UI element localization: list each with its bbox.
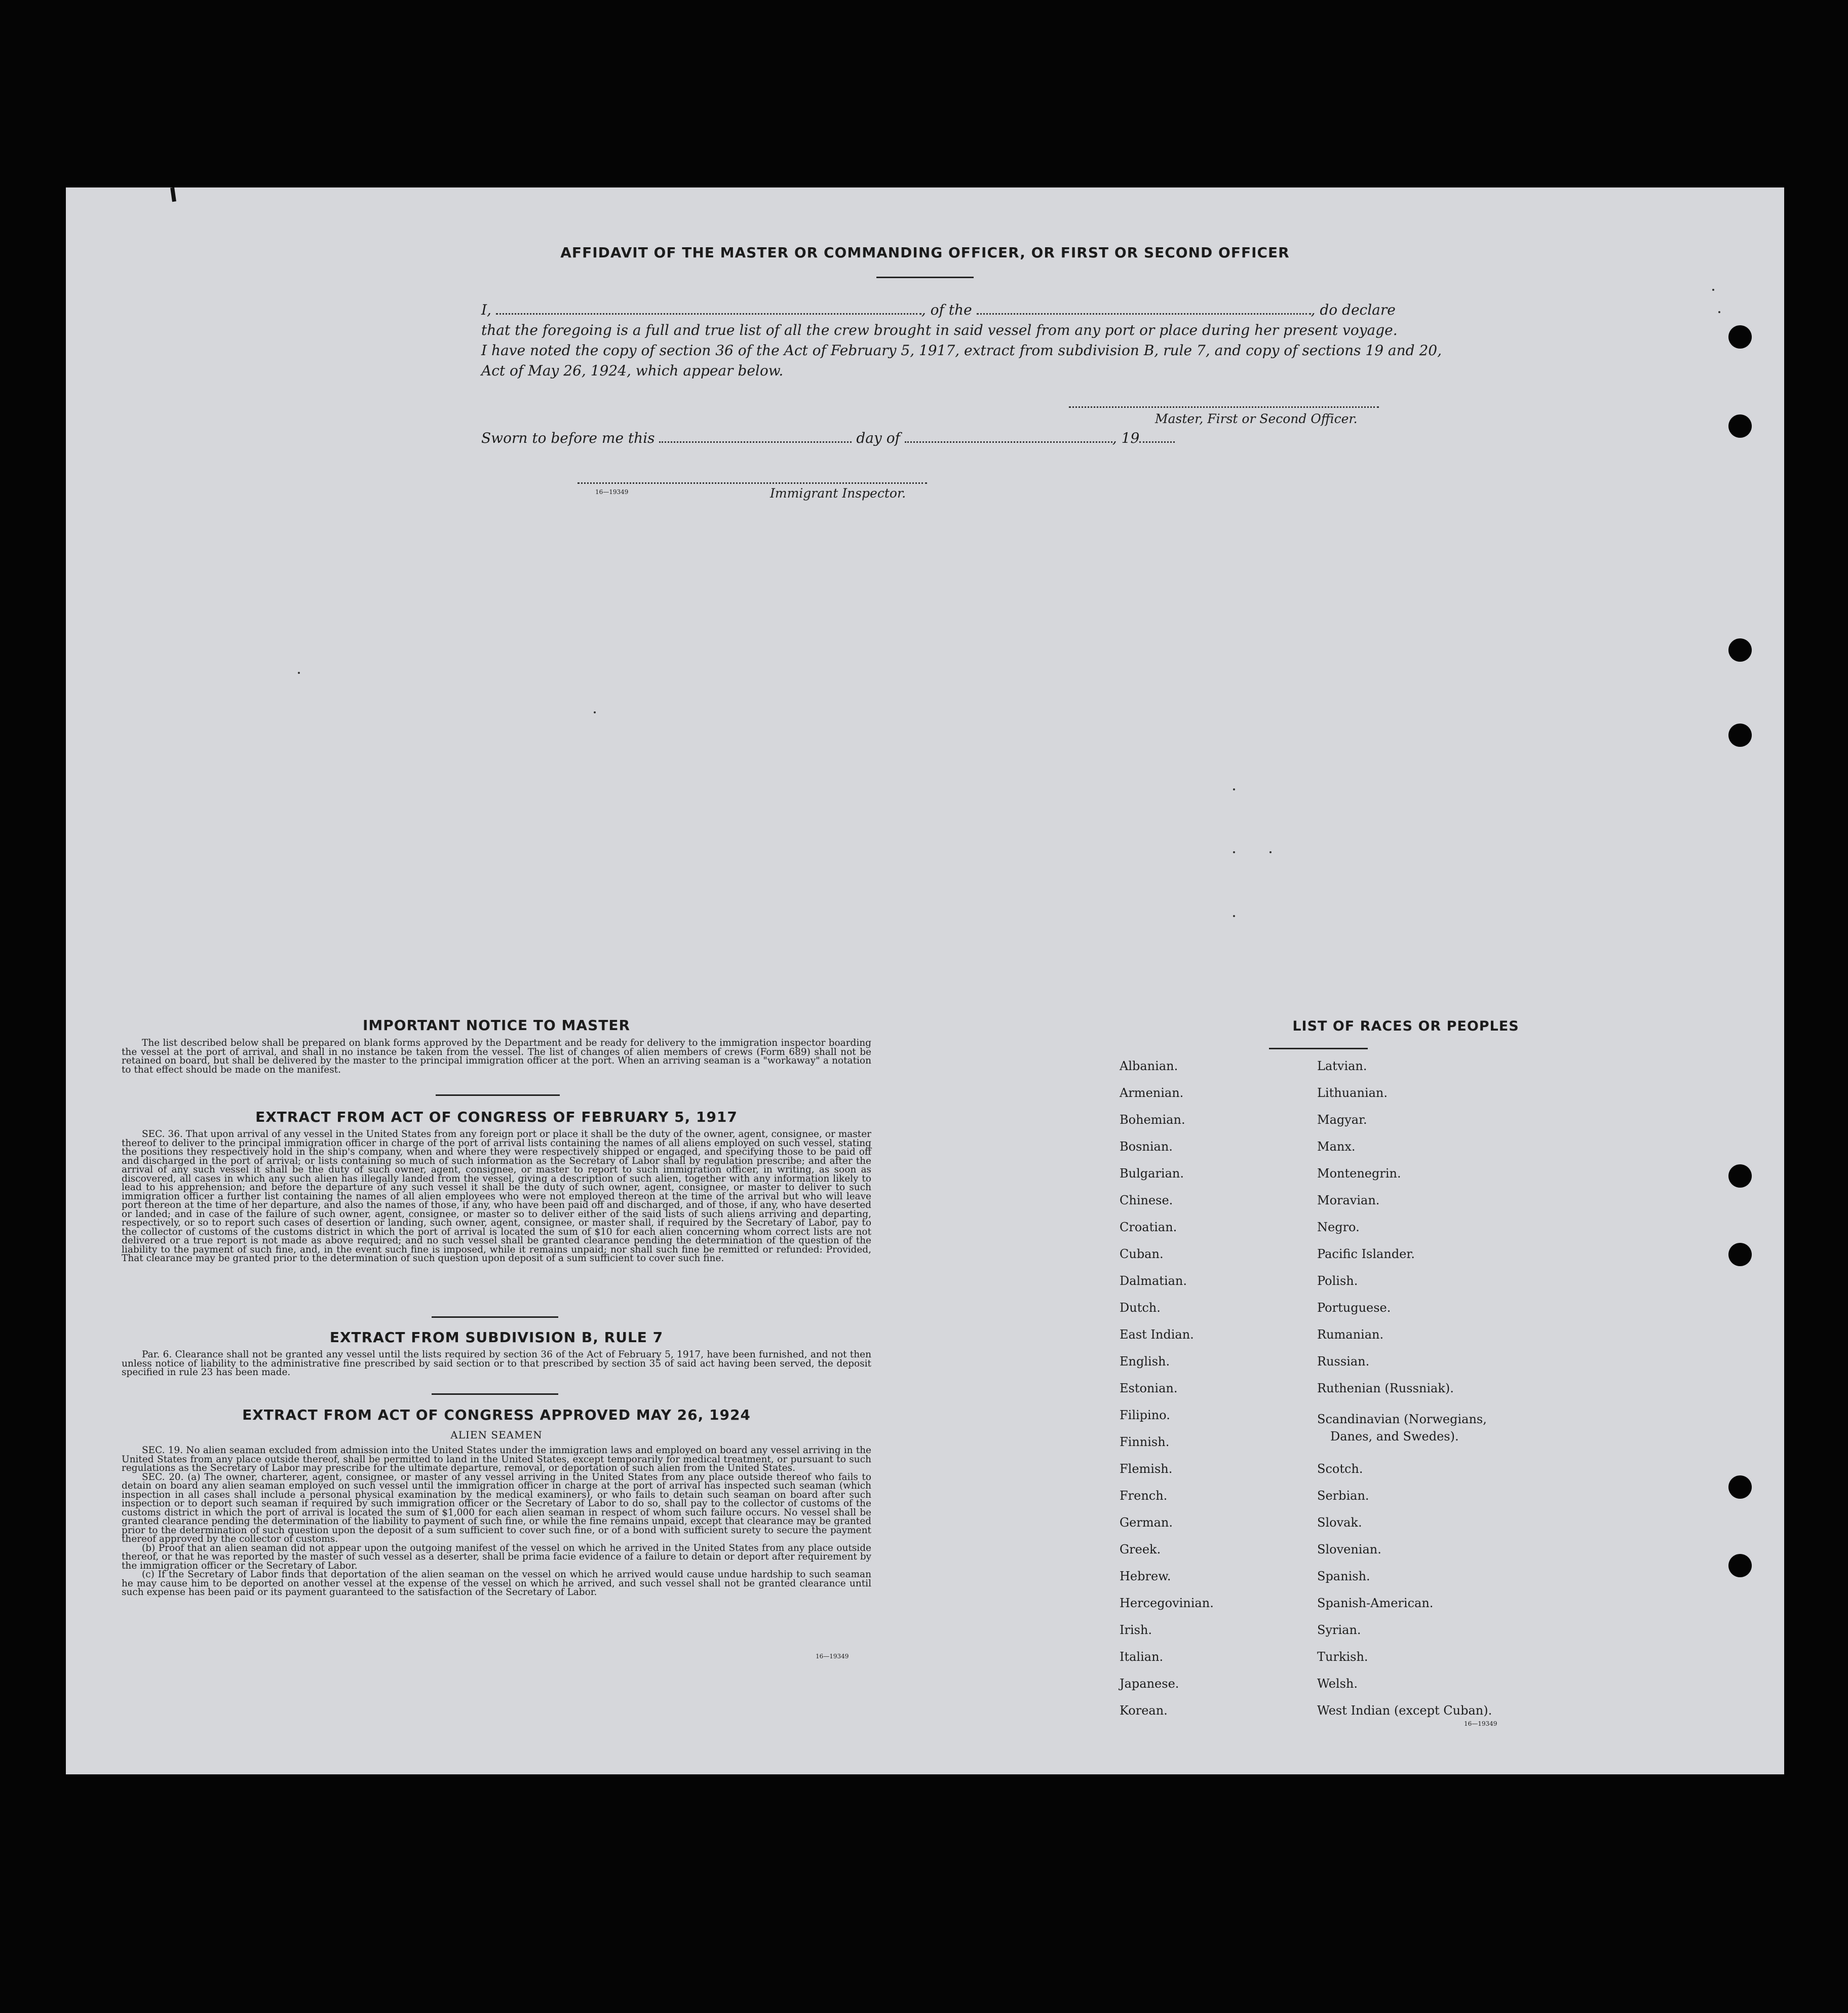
race-item-left: Albanian.	[1120, 1059, 1178, 1073]
punch-hole	[1728, 1475, 1752, 1499]
race-item-right: Polish.	[1317, 1274, 1358, 1288]
divider-1	[436, 1094, 560, 1096]
race-item-left: Japanese.	[1120, 1677, 1179, 1691]
sec-19-paragraph: SEC. 19. No alien seaman excluded from admission into the United States under the immigration laws and employed on board any vessel arriving in the United States from any place outside thereof, shall be permitted to land in the United States, except temporarily for medical treatment, or pursuant to such regulations as the Secretary of Labor may prescribe for the ultimate departure, removal, or deportation of such alien from the United States.	[122, 1445, 871, 1473]
race-item-right: Danes, and Swedes).	[1330, 1429, 1459, 1444]
scan-speck	[1718, 311, 1720, 313]
inspector-form-number: 16—19349	[595, 488, 629, 496]
race-item-right: Negro.	[1317, 1220, 1360, 1234]
scan-speck	[1233, 851, 1235, 853]
par-6-paragraph: Par. 6. Clearance shall not be granted any vessel until the lists required by section 36 of the Act of February 5, 1917, have been furnished, and not then unless notice of liability to the administrative fine prescribed by said section or to that prescribed by section 35 of said act having been served, the deposit specified in rule 23 has been made.	[122, 1349, 871, 1378]
race-item-left: Bulgarian.	[1120, 1166, 1184, 1181]
notice-text	[122, 1039, 871, 1074]
scan-speck	[594, 711, 596, 713]
race-item-right: Spanish.	[1317, 1569, 1370, 1583]
sec-36-paragraph: SEC. 36. That upon arrival of any vessel in the United States from any foreign port or place it shall be the duty of the owner, agent, consignee, or master thereof to deliver to the principal immigration officer in charge of the port of arrival lists containing the names of all aliens employed on such vessel, stating the positions they respectively hold in the ship's company, when and where they were respectively shipped or engaged, and specifying those to be paid off and discharged in the port of arrival; or lists containing so much of such information as the Secretary of Labor shall by regulation prescribe; and after the arrival of any such vessel it shall be the duty of such owner, agent, consignee, or master to report to such immigration officer, in writing, as soon as discovered, all cases in which any such alien has illegally landed from the vessel, giving a description of such alien, together with any information likely to lead to his apprehension; and before the departure of any such vessel it shall be the duty of such owner, agent, consignee, or master to deliver to such immigration officer a further list containing the names of all alien employees who were not employed thereon at the time of the arrival but who will leave port thereon at the time of her departure, and also the names of those, if any, who have been paid off and discharged, and of those, if any, who have deserted or landed; and in case of the failure of such owner, agent, consignee, or master so to deliver either of the said lists of such aliens arriving and departing, respectively, or so to report such cases of desertion or landing, such owner, agent, consignee, or master shall, if required by the Secretary of Labor, pay to the collector of customs of the customs district in which the port of arrival is located the sum of $10 for each alien concerning whom correct lists are not delivered or a true report is not made as above required; and no such vessel shall be granted clearance pending the determination of the question of the liability to the payment of such fine, and, in the event such fine is imposed, while it remains unpaid; nor shall such fine be remitted or refunded: Provided, That clearance may be granted prior to the determination of such question upon deposit of a sum sufficient to cover such fine.	[122, 1129, 871, 1264]
act-1917-text	[122, 1130, 871, 1263]
race-item-left: Hercegovinian.	[1120, 1596, 1214, 1610]
race-item-left: Korean.	[1120, 1703, 1168, 1718]
name-blank	[496, 308, 921, 315]
document-page	[66, 187, 1784, 1774]
divider-3	[432, 1393, 558, 1395]
race-item-right: Montenegrin.	[1317, 1166, 1401, 1181]
scan-speck	[1269, 851, 1272, 853]
sec-20c-paragraph: (c) If the Secretary of Labor finds that deportation of the alien seaman on the vessel on which he arrived would cause undue hardship to such seaman he may cause him to be deported on another vessel at the expense of the vessel on which he arrived, and such vessel shall not be granted clearance until such expense has been paid or its payment guaranteed to the satisfaction of the Secretary of Labor.	[122, 1569, 871, 1598]
affidavit-line-2: that the foregoing is a full and true list of all the crew brought in said vessel from any port or place during her present voyage.	[481, 322, 1398, 338]
vessel-blank	[977, 308, 1311, 315]
race-item-left: Bosnian.	[1120, 1140, 1173, 1154]
rule-7-text	[122, 1350, 871, 1377]
punch-hole	[1728, 724, 1752, 747]
race-item-left: Bohemian.	[1120, 1113, 1185, 1127]
race-item-right: Magyar.	[1317, 1113, 1367, 1127]
sec-20b-paragraph: (b) Proof that an alien seaman did not appear upon the outgoing manifest of the vessel on which he arrived in the United States from any place outside thereof, or that he was reported by the master of such vessel as a deserter, shall be prima facie evidence of a failure to detain or deport after requirement by the immigration officer or the Secretary of Labor.	[122, 1542, 871, 1571]
affidavit-title: AFFIDAVIT OF THE MASTER OR COMMANDING OFFICER, OR FIRST OR SECOND OFFICER	[560, 244, 1290, 261]
year-blank	[1139, 436, 1175, 443]
punch-hole	[1728, 1243, 1752, 1266]
day-of-label: day of	[856, 430, 900, 446]
affidavit-line-1	[481, 300, 1469, 320]
inspector-signature-line	[578, 482, 927, 484]
race-item-left: Irish.	[1120, 1623, 1152, 1637]
race-item-right: Manx.	[1317, 1140, 1356, 1154]
races-form-number: 16—19349	[1464, 1720, 1497, 1727]
race-item-left: Dalmatian.	[1120, 1274, 1187, 1288]
sworn-label: Sworn to before me this	[481, 430, 655, 446]
sec-20a-paragraph: SEC. 20. (a) The owner, charterer, agent, consignee, or master of any vessel arriving in the United States from any place outside thereof who fails to detain on board any alien seaman employed on such vessel until the immigration officer in charge at the port of arrival has inspected such seaman (which inspection in all cases shall include a personal physical examination by the medical examiners), or who fails to detain such seaman on board after such inspection or to deport such seaman if required by such immigration officer or the Secretary of Labor to do so, shall pay to the collector of customs of the customs district in which the port of arrival is located the sum of $1,000 for each alien seaman in respect of whom such failure occurs. No vessel shall be granted clearance pending the determination of the liability to payment of such fine, or while the fine remains unpaid, except that clearance may be granted prior to the determination of such question upon the deposit of a sum sufficient to cover such fine, or of a bond with sufficient surety to secure the payment thereof approved by the collector of customs.	[122, 1471, 871, 1544]
act-1924-title: EXTRACT FROM ACT OF CONGRESS APPROVED MAY 26, 1924	[242, 1407, 751, 1423]
race-item-left: Dutch.	[1120, 1301, 1161, 1315]
race-item-left: East Indian.	[1120, 1327, 1194, 1342]
do-declare-label: , do declare	[1311, 301, 1396, 318]
scan-speck	[298, 672, 300, 674]
affidavit-line-3: I have noted the copy of section 36 of the Act of February 5, 1917, extract from subdivision B, rule 7, and copy of sections 19 and 20,	[481, 342, 1442, 359]
race-item-right: Ruthenian (Russniak).	[1317, 1381, 1454, 1395]
race-item-right: Slovenian.	[1317, 1542, 1381, 1556]
notice-title: IMPORTANT NOTICE TO MASTER	[362, 1017, 631, 1034]
race-item-left: German.	[1120, 1515, 1173, 1530]
title-divider	[876, 277, 974, 278]
scan-speck	[1712, 289, 1714, 291]
races-divider	[1269, 1048, 1368, 1049]
act-1924-text	[122, 1446, 871, 1597]
race-item-left: Italian.	[1120, 1650, 1164, 1664]
races-title: LIST OF RACES OR PEOPLES	[1292, 1018, 1519, 1034]
race-item-left: Finnish.	[1120, 1435, 1170, 1449]
race-item-right: Latvian.	[1317, 1059, 1367, 1073]
scan-speck	[1233, 788, 1235, 790]
race-item-right: Welsh.	[1317, 1677, 1358, 1691]
alien-seamen-subtitle: ALIEN SEAMEN	[450, 1429, 543, 1441]
race-item-right: Rumanian.	[1317, 1327, 1384, 1342]
race-item-right: Spanish-American.	[1317, 1596, 1434, 1610]
race-item-left: English.	[1120, 1354, 1170, 1369]
punch-hole	[1728, 414, 1752, 438]
inspector-caption: Immigrant Inspector.	[770, 486, 906, 501]
race-item-right: West Indian (except Cuban).	[1317, 1703, 1492, 1718]
race-item-right: Portuguese.	[1317, 1301, 1391, 1315]
race-item-left: Greek.	[1120, 1542, 1161, 1556]
rule-7-title: EXTRACT FROM SUBDIVISION B, RULE 7	[329, 1329, 664, 1346]
race-item-right: Lithuanian.	[1317, 1086, 1388, 1100]
act-1917-title: EXTRACT FROM ACT OF CONGRESS OF FEBRUARY 5, 1917	[255, 1109, 738, 1125]
punch-hole	[1728, 638, 1752, 662]
race-item-right: Turkish.	[1317, 1650, 1368, 1664]
month-blank	[905, 436, 1112, 443]
sworn-line	[481, 430, 1175, 446]
affidavit-line-4: Act of May 26, 1924, which appear below.	[481, 362, 784, 379]
punch-hole	[1728, 325, 1752, 349]
race-item-left: Hebrew.	[1120, 1569, 1171, 1583]
race-item-right: Russian.	[1317, 1354, 1370, 1369]
race-item-right: Scandinavian (Norwegians,	[1317, 1412, 1487, 1426]
race-item-left: Chinese.	[1120, 1193, 1173, 1207]
race-item-left: Flemish.	[1120, 1462, 1173, 1476]
race-item-right: Scotch.	[1317, 1462, 1363, 1476]
scan-mark	[170, 187, 176, 202]
master-caption: Master, First or Second Officer.	[1155, 411, 1358, 426]
race-item-right: Moravian.	[1317, 1193, 1380, 1207]
left-form-number: 16—19349	[816, 1653, 849, 1660]
divider-2	[432, 1316, 558, 1318]
race-item-left: French.	[1120, 1489, 1168, 1503]
notice-paragraph: The list described below shall be prepared on blank forms approved by the Department and be ready for delivery to the immigration inspector boarding the vessel at the port of arrival, and shall in no instance be taken from the vessel. The list of changes of alien members of crews (Form 689) shall not be retained on board, but shall be delivered by the master to the principal immigration officer at the port. When an arriving seaman is a "workaway" a notation to that effect should be made on the manifest.	[122, 1038, 871, 1075]
race-item-left: Estonian.	[1120, 1381, 1178, 1395]
race-item-right: Slovak.	[1317, 1515, 1362, 1530]
race-item-left: Cuban.	[1120, 1247, 1164, 1261]
race-item-right: Syrian.	[1317, 1623, 1361, 1637]
race-item-right: Pacific Islander.	[1317, 1247, 1415, 1261]
of-the-label: , of the	[921, 301, 972, 318]
i-label: I,	[481, 301, 491, 318]
race-item-left: Filipino.	[1120, 1408, 1170, 1422]
race-item-left: Armenian.	[1120, 1086, 1184, 1100]
punch-hole	[1728, 1554, 1752, 1577]
day-blank	[659, 436, 852, 443]
master-signature-line	[1069, 406, 1379, 408]
year-label: , 19	[1112, 430, 1140, 446]
scan-speck	[1233, 915, 1235, 917]
affidavit-body	[481, 300, 1469, 381]
race-item-left: Croatian.	[1120, 1220, 1177, 1234]
punch-hole	[1728, 1164, 1752, 1188]
race-item-right: Serbian.	[1317, 1489, 1369, 1503]
